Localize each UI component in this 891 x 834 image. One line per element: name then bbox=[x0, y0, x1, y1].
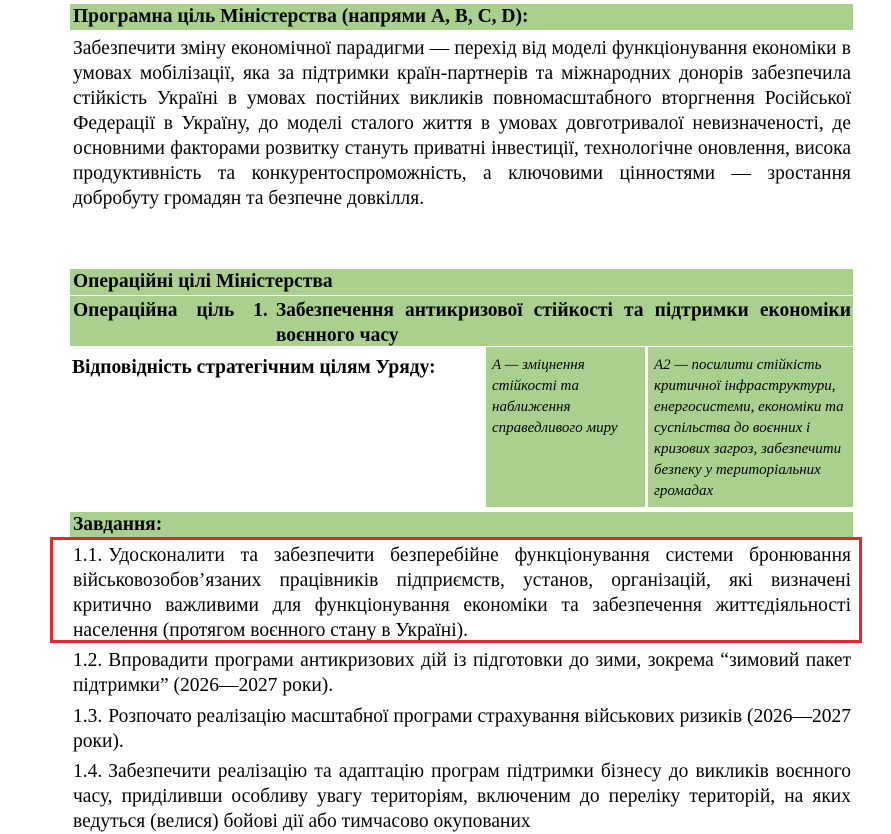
task-item-1-4 bbox=[73, 759, 851, 834]
program-goal-heading: Програмна ціль Міністерства (напрями A, B, C, D): bbox=[73, 6, 529, 27]
task-number: 1.3. bbox=[73, 706, 103, 727]
task-number: 1.2. bbox=[73, 650, 103, 671]
task-item-1-3 bbox=[73, 704, 851, 754]
tasks-heading-bar bbox=[70, 512, 853, 537]
task-text: Удосконалити та забезпечити безперебійне функціонування системи бронювання військовозобов’язаних працівників підприємств, установ, організацій, які визначені критично важливими для функціонування економіки та забезпечення життєдіяльності населення (протягом воєнного стану в Україні). bbox=[73, 545, 851, 641]
operational-goal-1 bbox=[73, 298, 851, 348]
task-text: Забезпечити реалізацію та адаптацію програм підтримки бізнесу до викликів воєнного часу, приділивши особливу увагу територіям, включеним до переліку територій, на яких ведуться (велися) бойові дії або тимчасово окупованих bbox=[73, 761, 851, 832]
operational-goals-heading-bar bbox=[70, 269, 853, 295]
strategic-goal-a2-text: А2 — посилити стійкість критичної інфраструктури, енергосистеми, економіки та суспільства до воєнних і кризових загроз, забезпечити безпеку у територіальних громадах bbox=[654, 357, 844, 499]
task-text: Розпочато реалізацію масштабної програми страхування військових ризиків (2026—2027 роки). bbox=[73, 706, 851, 752]
strategic-alignment-label: Відповідність стратегічним цілям Уряду: bbox=[72, 357, 436, 378]
tasks-heading: Завдання: bbox=[73, 514, 163, 535]
strategic-goal-a-text: А — зміцнення стійкості та наближення справедливого миру bbox=[492, 357, 618, 436]
strategic-goal-a2 bbox=[648, 347, 853, 507]
operational-goals-heading: Операційні цілі Міністерства bbox=[73, 271, 333, 292]
task-highlight-frame bbox=[50, 537, 862, 643]
task-number: 1.1. bbox=[73, 545, 103, 566]
strategic-goal-a bbox=[486, 347, 645, 507]
program-goal-heading-bar bbox=[70, 4, 853, 30]
program-goal-text: Забезпечити зміну економічної парадигми — перехід від моделі функціонування економіки в умовах мобілізації, яка за підтримки країн-партнерів та міжнародних донорів забезпечила стійкість Україні в умовах постійних викликів повномасштабного вторгнення Російської Федерації в Україну, до моделі сталого життя в умовах довготривалої невизначеності, де основними факторами розвитку стануть приватні інвестиції, технологічне оновлення, висока продуктивність та конкурентоспроможність, а ключовими цінностями — зростання добробуту громадян та безпечне довкілля. bbox=[73, 38, 851, 209]
operational-goal-1-title: Забезпечення антикризової стійкості та підтримки економіки воєнного часу bbox=[275, 300, 851, 346]
task-text: Впровадити програми антикризових дій із підготовки до зими, зокрема “зимовий пакет підтримки” (2026—2027 роки). bbox=[73, 650, 851, 696]
task-number: 1.4. bbox=[73, 761, 103, 782]
operational-goal-1-number: Операційна ціль 1. bbox=[73, 300, 268, 321]
task-item-1-2 bbox=[73, 648, 851, 698]
